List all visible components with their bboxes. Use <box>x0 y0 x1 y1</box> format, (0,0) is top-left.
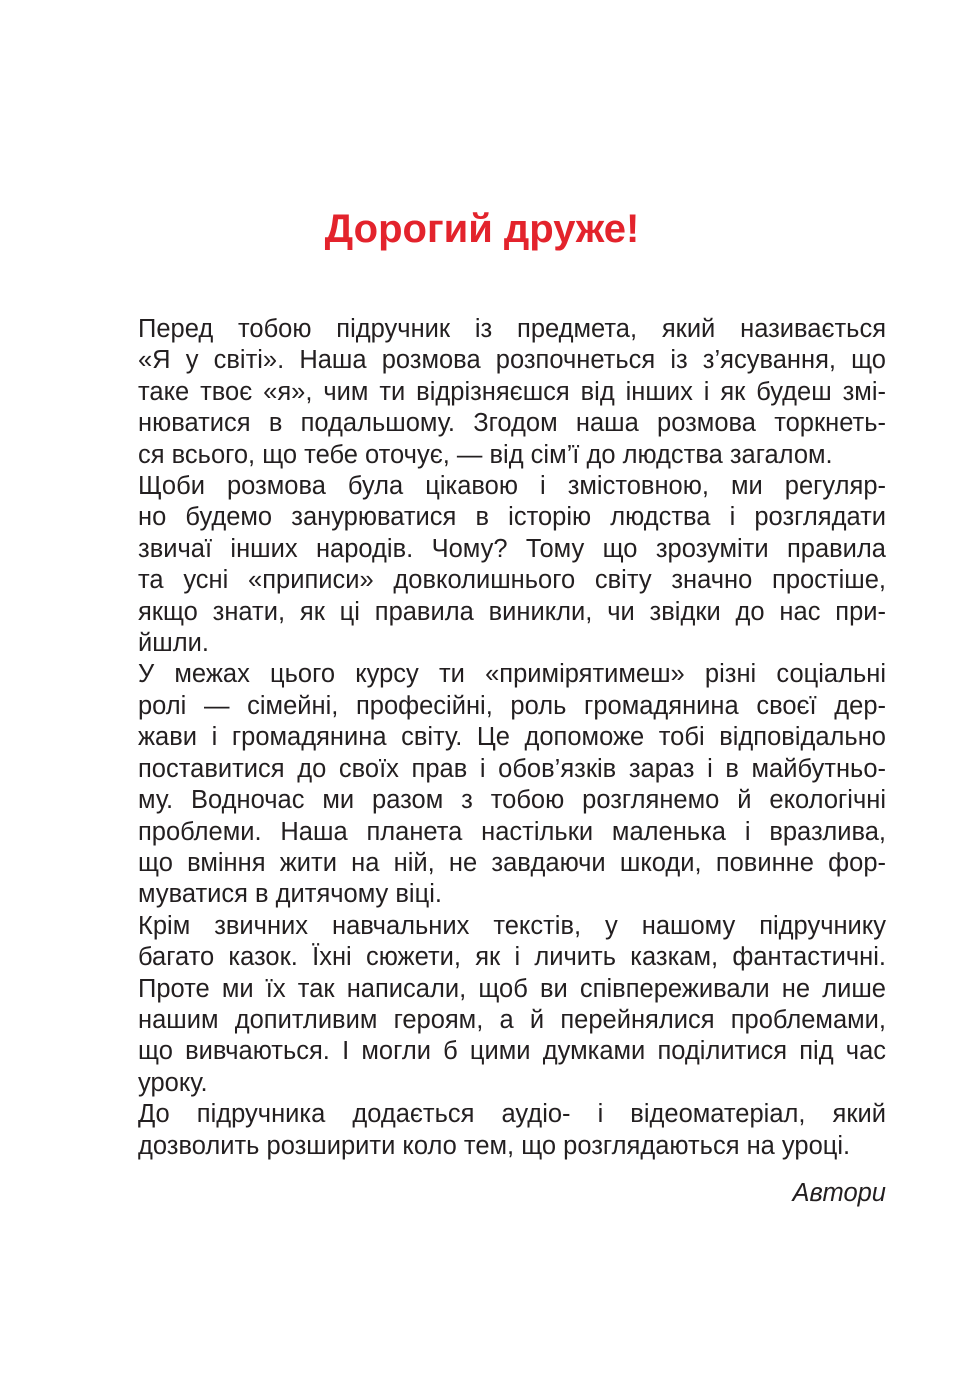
text-line: нюватися в подальшому. Згодом наша розмова торкнеть- <box>138 409 886 438</box>
text-line: проблеми. Наша планета настільки маленька і вразлива, <box>138 817 886 846</box>
text-line: Перед тобою підручник із предмета, який називається <box>138 315 886 343</box>
text-line: жави і громадянина світу. Це допоможе тобі відповідально <box>138 723 886 752</box>
text-line: уроку. <box>138 1068 208 1097</box>
text-line: ся всього, що тебе оточує, — від сім’ї до людства загалом. <box>138 440 833 469</box>
paragraph <box>98 659 886 910</box>
text-line: Щоби розмова була цікавою і змістовною, ми регуляр- <box>138 472 886 501</box>
text-line: дозволить розширити коло тем, що розглядаються на уроці. <box>138 1131 851 1160</box>
text-line: Крім звичних навчальних текстів, у нашому підручнику <box>138 911 886 940</box>
text-line: До підручника додається аудіо- і відеоматеріал, який <box>138 1100 886 1129</box>
text-line: якщо знати, як ці правила виникли, чи звідки до нас при- <box>138 597 886 626</box>
text-line: му. Водночас ми разом з тобою розглянемо й екологічні <box>138 786 886 815</box>
page-title: Дорогий друже! <box>324 207 640 251</box>
text-line: нашим допитливим героям, а й перейнялися проблемами, <box>138 1005 886 1034</box>
paragraph <box>98 1099 886 1162</box>
text-line: багато казок. Їхні сюжети, як і личить казкам, фантастичні. <box>138 943 886 972</box>
signature: Автори <box>792 1179 886 1207</box>
body-text <box>98 314 886 1162</box>
text-line: но будемо занурюватися в історію людства і розглядати <box>138 503 886 532</box>
text-line: У межах цього курсу ти «примірятимеш» різні соціальні <box>138 660 886 689</box>
text-line: муватися в дитячому віці. <box>138 880 442 909</box>
paragraph <box>98 471 886 659</box>
paragraph <box>98 911 886 1099</box>
text-line: «Я у світі». Наша розмова розпочнеться із з’ясування, що <box>138 346 886 375</box>
text-line: поставитися до своїх прав і обов’язків зараз і в майбутньо- <box>138 754 886 783</box>
text-line: таке твоє «я», чим ти відрізняєшся від інших і як будеш змі- <box>138 377 886 406</box>
text-line: йшли. <box>138 629 209 658</box>
text-line: звичаї інших народів. Чому? Тому що зрозуміти правила <box>138 534 886 563</box>
text-line: та усні «приписи» довколишнього світу значно простіше, <box>138 566 886 595</box>
text-line: ролі — сімейні, професійні, роль громадянина своєї дер- <box>138 691 886 720</box>
text-line: що вміння жити на ній, не завдаючи шкоди, повинне фор- <box>138 848 886 877</box>
paragraph <box>98 314 886 471</box>
text-line: що вивчаються. І могли б цими думками поділитися під час <box>138 1037 886 1066</box>
text-line: Проте ми їх так написали, щоб ви співпереживали не лише <box>138 974 886 1003</box>
